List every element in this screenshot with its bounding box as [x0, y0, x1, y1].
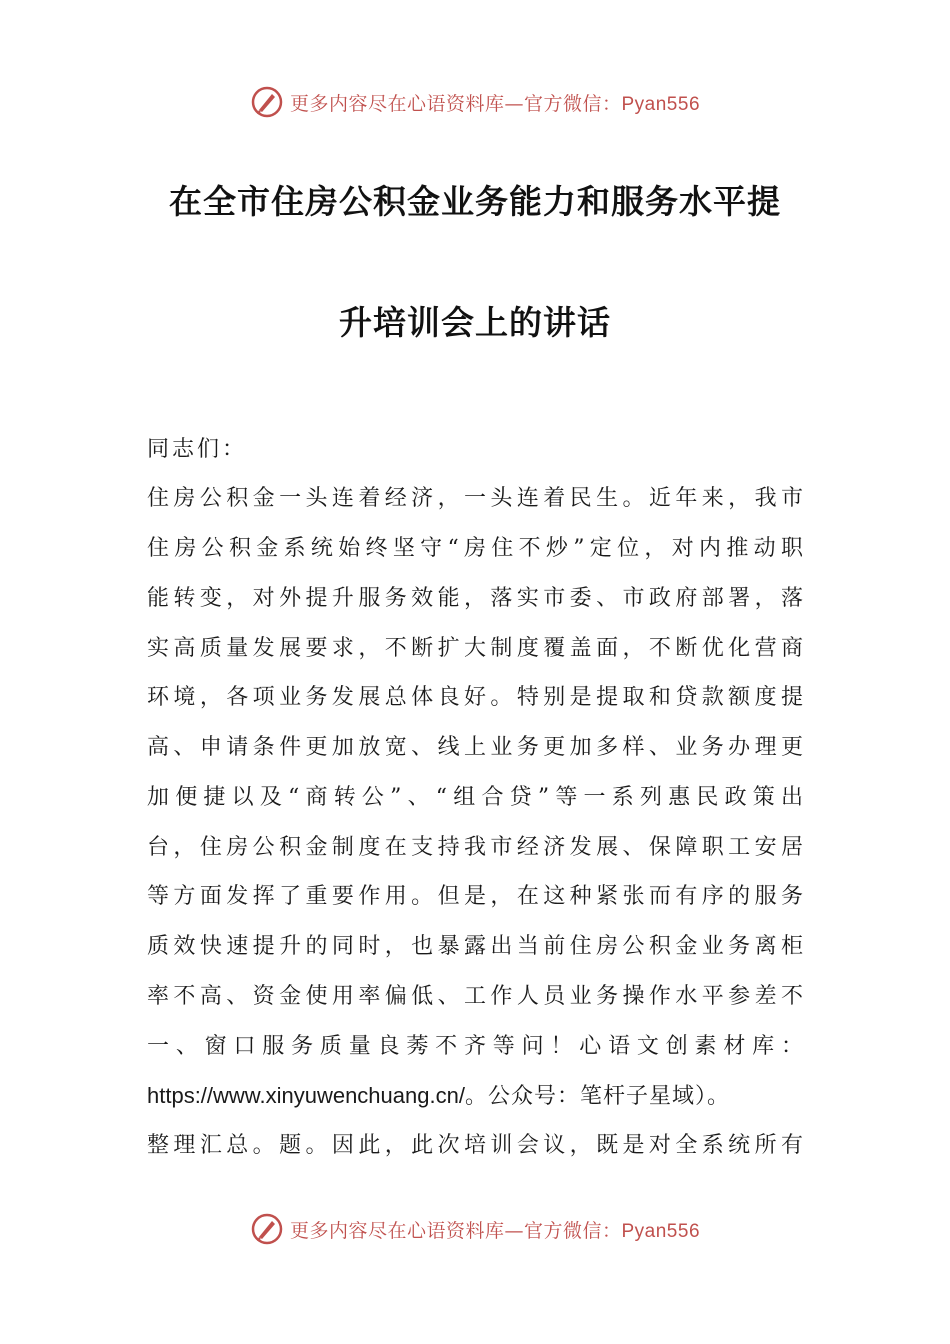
banner-text: 更多内容尽在心语资料库—官方微信：Pyan556 [289, 92, 701, 115]
banner-text: 更多内容尽在心语资料库—官方微信：Pyan556 [289, 1219, 701, 1242]
url-suffix: 。公众号：笔杆子星域）。 [464, 1084, 730, 1109]
pen-logo-icon [250, 1212, 284, 1246]
pen-logo-icon [250, 85, 284, 119]
body-line: 台，住房公积金制度在支持我市经济发展、保障职工安居 [147, 835, 803, 860]
document-title-line-1: 在全市住房公积金业务能力和服务水平提 [169, 182, 781, 221]
document-title-line-2: 升培训会上的讲话 [339, 303, 611, 342]
body-line: 能转变，对外提升服务效能，落实市委、市政府部署，落 [147, 586, 803, 611]
body-line: 一、窗口服务质量良莠不齐等问！心语文创素材库： [147, 1034, 803, 1059]
body-line: 住房公积金一头连着经济，一头连着民生。近年来，我市 [147, 486, 803, 511]
source-url: https://www.xinyuwenchuang.cn/ [147, 1083, 465, 1108]
footer-banner [0, 1209, 950, 1249]
header-banner [0, 82, 950, 122]
body-line: 环境，各项业务发展总体良好。特别是提取和贷款额度提 [147, 685, 803, 710]
body-line: 实高质量发展要求，不断扩大制度覆盖面，不断优化营商 [147, 636, 803, 661]
body-line: 住房公积金系统始终坚守“房住不炒”定位，对内推动职 [147, 536, 803, 561]
salutation: 同志们： [147, 437, 248, 462]
body-line: 率不高、资金使用率偏低、工作人员业务操作水平参差不 [147, 984, 803, 1009]
body-line-url [147, 1078, 803, 1114]
body-line: 高、申请条件更加放宽、线上业务更加多样、业务办理更 [147, 735, 803, 760]
body-line: 加便捷以及“商转公”、“组合贷”等一系列惠民政策出 [147, 785, 803, 810]
body-line: 等方面发挥了重要作用。但是，在这种紧张而有序的服务 [147, 884, 803, 909]
body-line: 整理汇总。题。因此，此次培训会议，既是对全系统所有 [147, 1133, 803, 1158]
body-line: 质效快速提升的同时，也暴露出当前住房公积金业务离柜 [147, 934, 803, 959]
